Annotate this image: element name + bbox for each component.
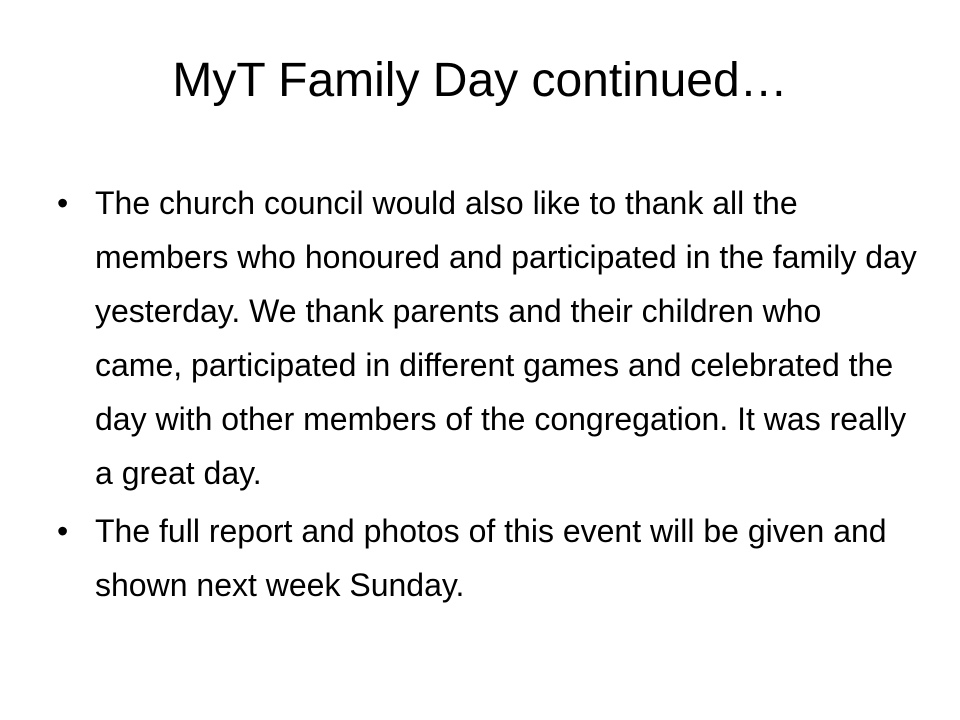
slide-title: MyT Family Day continued… — [172, 54, 788, 107]
bullet-dot-icon: • — [57, 513, 69, 549]
bullet-item — [57, 504, 917, 612]
bullet-text: The church council would also like to thank all the members who honoured and participated in the family day yesterday. We thank parents and their children who came, participated in different games and celebrated the day with other members of the congregation. It was really a great day. — [95, 185, 917, 491]
bullet-item — [57, 176, 917, 500]
bullet-dot-icon: • — [57, 185, 69, 221]
bullet-text: The full report and photos of this event will be given and shown next week Sunday. — [95, 513, 887, 603]
bullet-list — [57, 176, 917, 616]
